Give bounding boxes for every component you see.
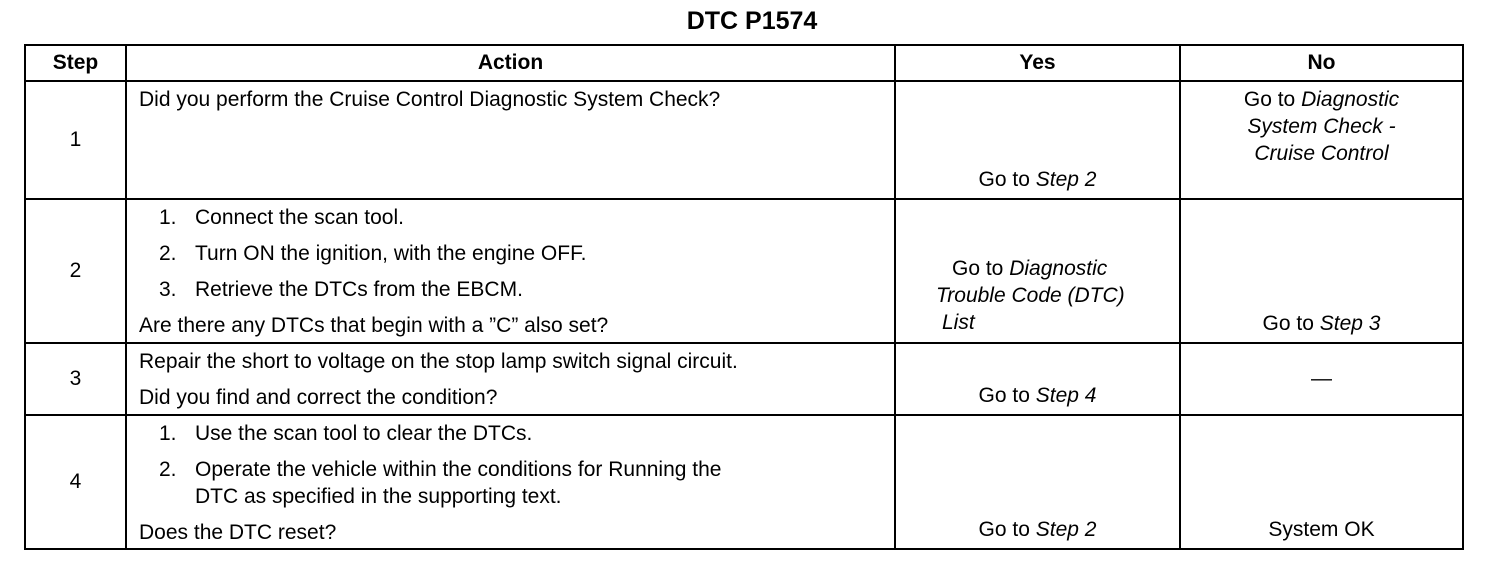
no-link-line2[interactable]: System Check - (1247, 115, 1396, 138)
no-cell (1180, 199, 1463, 343)
yes-link[interactable]: Step 2 (1035, 518, 1097, 541)
step-number: 2 (25, 199, 126, 343)
header-yes: Yes (895, 45, 1180, 81)
item-number: 1. (159, 206, 177, 229)
yes-link-line3[interactable]: List (942, 311, 975, 334)
action-question: Are there any DTCs that begin with a ”C” also set? (139, 314, 609, 337)
action-question: Does the DTC reset? (139, 521, 337, 544)
no-cell: — (1180, 343, 1463, 415)
no-prefix: Go to (1262, 312, 1320, 335)
item-number: 2. (159, 242, 177, 265)
action-instruction: Repair the short to voltage on the stop lamp switch signal circuit. (139, 350, 738, 373)
yes-link[interactable]: Step 4 (1035, 384, 1097, 407)
action-cell (126, 81, 895, 199)
step-number: 1 (25, 81, 126, 199)
yes-cell (895, 415, 1180, 549)
table-row (25, 343, 1463, 415)
no-cell: System OK (1180, 415, 1463, 549)
item-number: 2. (159, 458, 177, 481)
yes-cell (895, 81, 1180, 199)
action-item (139, 240, 894, 267)
item-text: Connect the scan tool. (195, 206, 404, 229)
action-item (139, 420, 894, 447)
item-text (195, 456, 722, 510)
diagnostic-table (24, 44, 1464, 550)
no-link[interactable]: Step 3 (1319, 312, 1381, 335)
step-number: 3 (25, 343, 126, 415)
action-question: Did you find and correct the condition? (139, 386, 498, 409)
no-link-line1[interactable]: Diagnostic (1301, 88, 1400, 111)
yes-prefix: Go to (978, 518, 1036, 541)
action-question: Did you perform the Cruise Control Diagnostic System Check? (139, 88, 721, 111)
action-item (139, 204, 894, 231)
item-number: 1. (159, 422, 177, 445)
action-item (139, 456, 894, 510)
yes-prefix: Go to (978, 168, 1036, 191)
yes-prefix: Go to (978, 384, 1036, 407)
action-cell (126, 415, 895, 549)
item-text: Use the scan tool to clear the DTCs. (195, 422, 533, 445)
yes-link-line2[interactable]: Trouble Code (DTC) (936, 284, 1125, 307)
action-cell (126, 343, 895, 415)
item-number: 3. (159, 278, 177, 301)
action-item (139, 276, 894, 303)
header-no: No (1180, 45, 1463, 81)
no-cell (1180, 81, 1463, 199)
table-row (25, 81, 1463, 199)
header-row (25, 45, 1463, 81)
step-number: 4 (25, 415, 126, 549)
action-cell (126, 199, 895, 343)
header-action: Action (126, 45, 895, 81)
item-text: Retrieve the DTCs from the EBCM. (195, 278, 523, 301)
item-text-line2: DTC as specified in the supporting text. (195, 485, 562, 508)
yes-link-line1[interactable]: Diagnostic (1009, 257, 1108, 280)
yes-prefix: Go to (952, 257, 1010, 280)
yes-cell (895, 199, 1180, 343)
yes-link[interactable]: Step 2 (1035, 168, 1097, 191)
yes-cell (895, 343, 1180, 415)
header-step: Step (25, 45, 126, 81)
no-prefix: Go to (1243, 88, 1302, 111)
table-row (25, 199, 1463, 343)
item-text: Turn ON the ignition, with the engine OFF. (195, 242, 587, 265)
no-link-line3[interactable]: Cruise Control (1254, 142, 1389, 165)
page-title: DTC P1574 (686, 7, 818, 35)
item-text-line1: Operate the vehicle within the conditions for Running the (195, 458, 722, 481)
table-row (25, 415, 1463, 549)
